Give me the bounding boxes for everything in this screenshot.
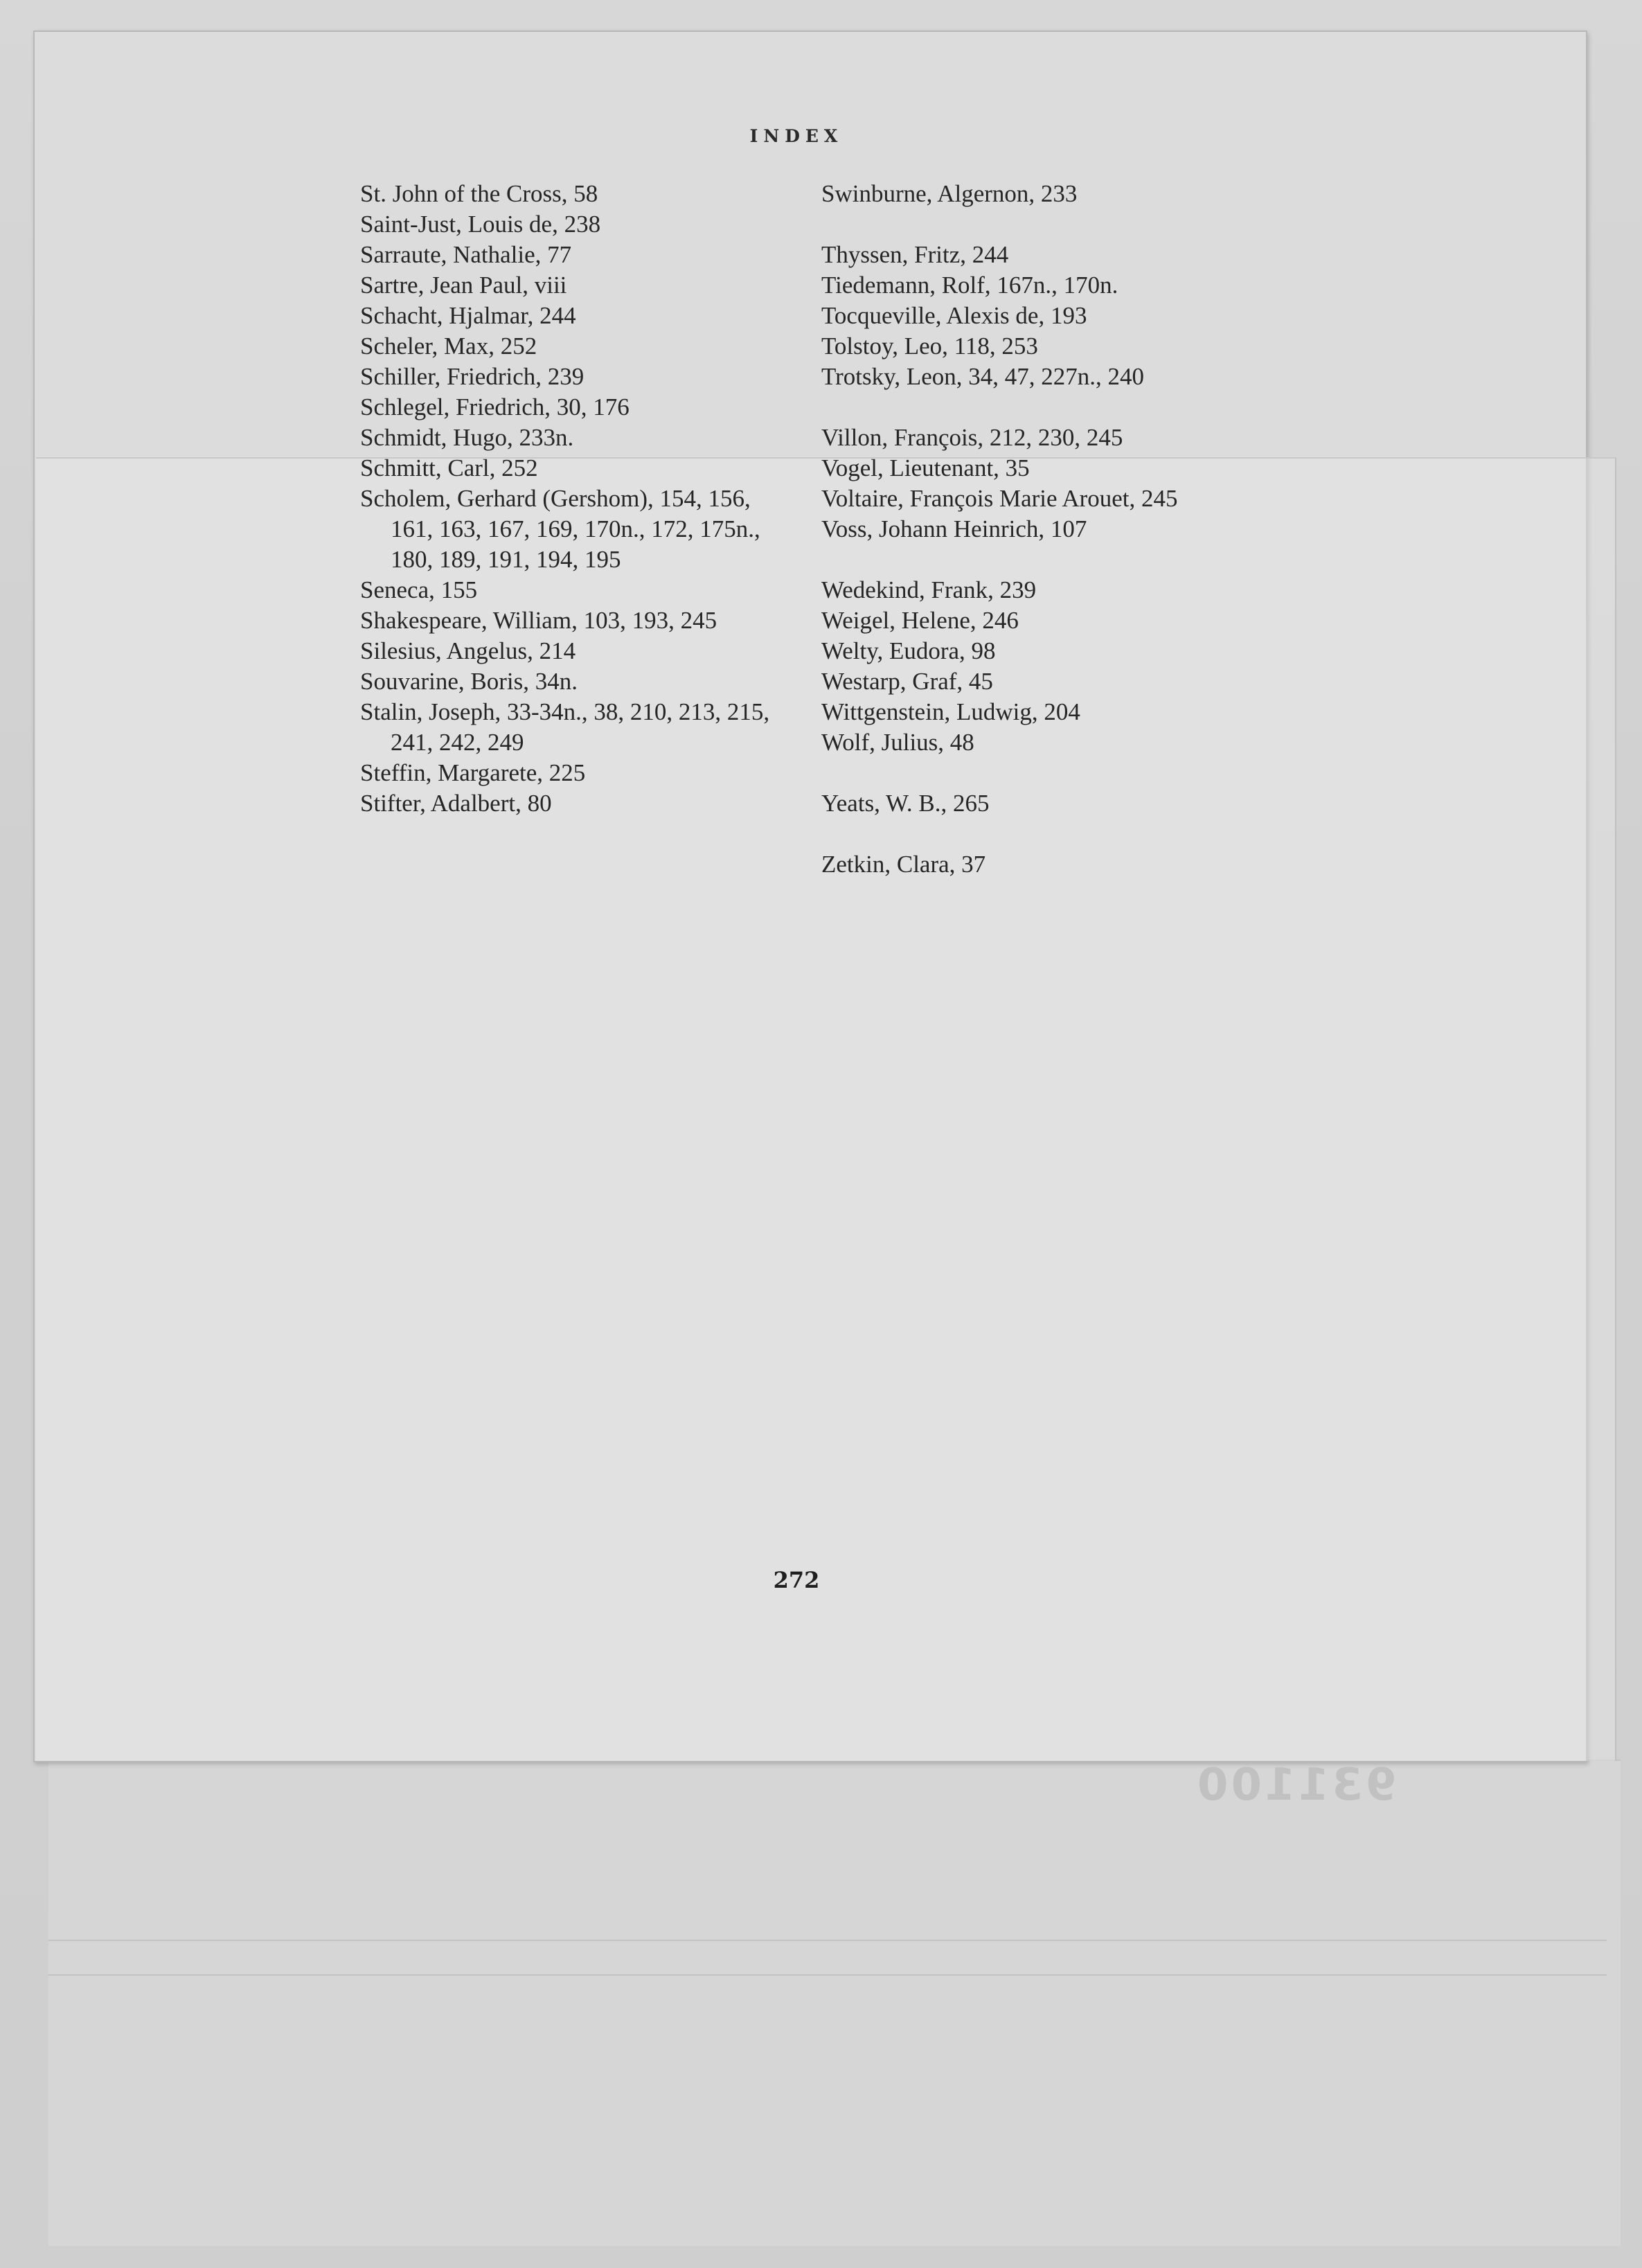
- index-entry: Schiller, Friedrich, 239: [360, 363, 584, 390]
- index-entry: Stalin, Joseph, 33-34n., 38, 210, 213, 215, 241, 242, 249: [360, 698, 770, 756]
- index-entry: Schmitt, Carl, 252: [360, 454, 538, 481]
- index-entry: Seneca, 155: [360, 576, 478, 603]
- letter-gap: [821, 758, 1320, 788]
- index-right-column: [821, 179, 1320, 880]
- index-entry: Stifter, Adalbert, 80: [360, 790, 552, 817]
- index-entry: Shakespeare, William, 103, 193, 245: [360, 607, 717, 634]
- index-entry: Swinburne, Algernon, 233: [821, 180, 1078, 207]
- letter-gap: [821, 209, 1320, 240]
- index-entry: Saint-Just, Louis de, 238: [360, 211, 601, 238]
- index-entry: Schmidt, Hugo, 233n.: [360, 424, 574, 451]
- index-entry: Welty, Eudora, 98: [821, 637, 996, 664]
- index-entry: Sarraute, Nathalie, 77: [360, 241, 572, 268]
- index-entry: St. John of the Cross, 58: [360, 180, 598, 207]
- mirrored-stamp: 931100: [1195, 1760, 1397, 1811]
- underlying-rule: [48, 1940, 1607, 1941]
- index-entry: Trotsky, Leon, 34, 47, 227n., 240: [821, 363, 1145, 390]
- index-entry: Schlegel, Friedrich, 30, 176: [360, 393, 630, 420]
- index-entry: Yeats, W. B., 265: [821, 790, 990, 817]
- index-entry: Souvarine, Boris, 34n.: [360, 668, 578, 695]
- page-number: 272: [773, 1567, 820, 1593]
- index-left-column: [360, 179, 776, 819]
- index-entry: Vogel, Lieutenant, 35: [821, 454, 1030, 481]
- index-entry: Wedekind, Frank, 239: [821, 576, 1037, 603]
- index-entry: Zetkin, Clara, 37: [821, 851, 986, 878]
- index-entry: Villon, François, 212, 230, 245: [821, 424, 1123, 451]
- index-entry: Sartre, Jean Paul, viii: [360, 272, 567, 299]
- index-entry: Steffin, Margarete, 225: [360, 759, 586, 786]
- index-entry: Silesius, Angelus, 214: [360, 637, 576, 664]
- index-entry: Wittgenstein, Ludwig, 204: [821, 698, 1080, 725]
- index-entry: Voltaire, François Marie Arouet, 245: [821, 485, 1178, 512]
- underlying-rule: [48, 1974, 1607, 1976]
- index-entry: Weigel, Helene, 246: [821, 607, 1019, 634]
- index-entry: Scheler, Max, 252: [360, 333, 537, 360]
- index-entry: Tocqueville, Alexis de, 193: [821, 302, 1087, 329]
- letter-gap: [821, 392, 1320, 423]
- index-entry: Tiedemann, Rolf, 167n., 170n.: [821, 272, 1118, 299]
- index-entry: Thyssen, Fritz, 244: [821, 241, 1009, 268]
- index-entry: Westarp, Graf, 45: [821, 668, 993, 695]
- index-entry: Tolstoy, Leo, 118, 253: [821, 333, 1038, 360]
- underlying-sheet: [48, 1760, 1621, 2246]
- letter-gap: [821, 544, 1320, 575]
- letter-gap: [821, 819, 1320, 849]
- index-entry: Wolf, Julius, 48: [821, 729, 974, 756]
- index-entry: Scholem, Gerhard (Gershom), 154, 156, 161, 163, 167, 169, 170n., 172, 175n., 180, 189, 191, 194, 195: [360, 485, 760, 573]
- running-head: INDEX: [749, 126, 844, 146]
- index-entry: Schacht, Hjalmar, 244: [360, 302, 576, 329]
- index-entry: Voss, Johann Heinrich, 107: [821, 515, 1087, 542]
